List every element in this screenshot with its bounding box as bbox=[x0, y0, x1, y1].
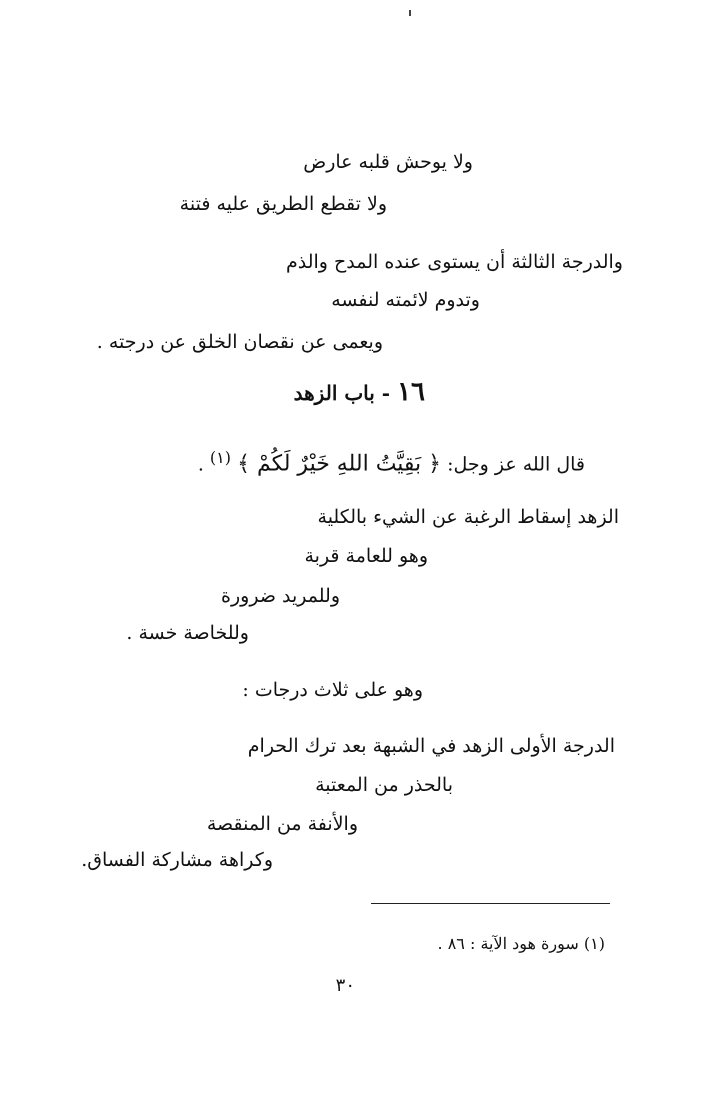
page-number: ٣٠ bbox=[335, 975, 355, 996]
zuhd-line-3: وللمريد ضرورة bbox=[221, 585, 340, 607]
first-degree-line-3: والأنفة من المنقصة bbox=[206, 813, 358, 835]
verse-intro: قال الله عز وجل: bbox=[447, 453, 585, 476]
zuhd-line-4: وللخاصة خسة . bbox=[126, 622, 249, 644]
text-line-2: ولا تقطع الطريق عليه فتنة bbox=[179, 193, 387, 215]
zuhd-line-1: الزهد إسقاط الرغبة عن الشيء بالكلية bbox=[317, 506, 619, 528]
footnote-text: (١) سورة هود الآية : ٨٦ . bbox=[437, 934, 605, 953]
first-degree-line-2: بالحذر من المعتبة bbox=[315, 774, 453, 796]
degrees-intro: وهو على ثلاث درجات : bbox=[242, 679, 423, 701]
footnote-divider bbox=[371, 903, 610, 904]
text-line-3: والدرجة الثالثة أن يستوى عنده المدح والذم bbox=[285, 251, 623, 273]
chapter-number: ١٦ bbox=[397, 377, 425, 407]
first-degree-line-4: وكراهة مشاركة الفساق. bbox=[81, 849, 273, 871]
chapter-heading bbox=[294, 378, 425, 407]
footnote-reference: (١) bbox=[209, 448, 232, 467]
zuhd-line-2: وهو للعامة قربة bbox=[304, 545, 428, 567]
first-degree-line-1: الدرجة الأولى الزهد في الشبهة بعد ترك الحرام bbox=[247, 735, 615, 757]
quran-verse: ﴿ بَقِيَّتُ اللهِ خَيْرٌ لَكُمْ ﴾ bbox=[237, 451, 442, 477]
text-line-1: ولا يوحش قلبه عارض bbox=[303, 151, 473, 173]
chapter-title: - باب الزهد bbox=[293, 381, 391, 405]
verse-end: . bbox=[197, 453, 204, 476]
text-line-5: ويعمى عن نقصان الخلق عن درجته . bbox=[96, 331, 383, 353]
text-line-4: وتدوم لائمته لنفسه bbox=[331, 289, 480, 311]
verse-line bbox=[198, 444, 585, 478]
ink-mark bbox=[409, 10, 411, 16]
